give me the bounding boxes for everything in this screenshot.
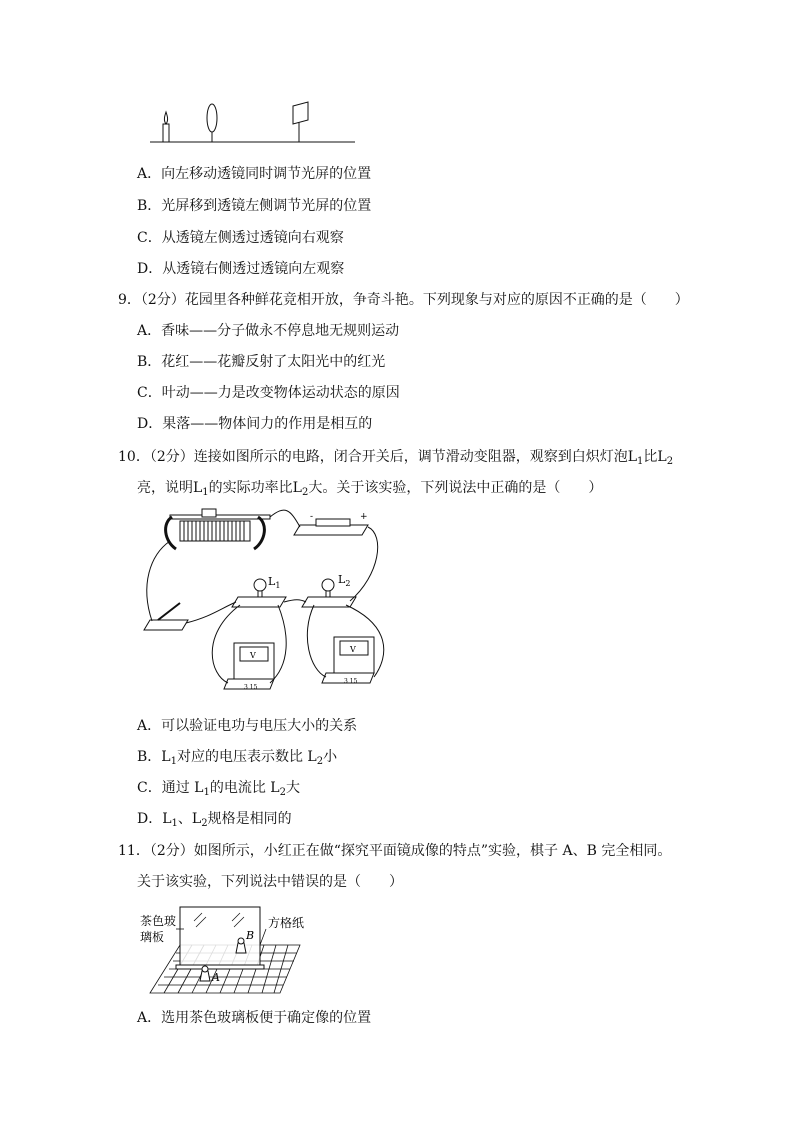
q8-option-b: B．光屏移到透镜左侧调节光屏的位置 (137, 198, 372, 214)
q10-circuit-figure (140, 505, 390, 700)
q10-option-b: B．$L_1$对应的电压表示数比 $L_2$小 (137, 749, 338, 767)
q9-option-a: A．香味——分子做永不停息地无规则运动 (137, 323, 400, 339)
battery-icon (294, 512, 368, 535)
q10-stem-line1: 10．（2分）连接如图所示的电路，闭合开关后，调节滑动变阻器，观察到白炽灯泡$L_1$比$L_2$ (118, 449, 674, 467)
q8-option-d: D．从透镜右侧透过透镜向左观察 (137, 261, 345, 277)
q8-optics-figure (150, 100, 370, 150)
battery-minus-label: - (310, 512, 314, 522)
q10-stem-line2: 亮，说明$L_1$的实际功率比$L_2$大。关于该实验，下列说法中正确的是（ ） (137, 480, 603, 498)
q9-stem: 9．（2分）花园里各种鲜花竞相开放，争奇斗艳。下列现象与对应的原因不正确的是（ ） (118, 292, 689, 308)
bulb-l1-icon (232, 575, 286, 607)
q9-option-c: C．叶动——力是改变物体运动状态的原因 (137, 385, 400, 401)
q10-option-d: D．$L_1$、$L_2$规格是相同的 (137, 811, 292, 829)
q9-option-b: B．花红——花瓣反射了太阳光中的红光 (137, 354, 386, 370)
battery-plus-label: + (360, 512, 368, 522)
q10-option-c: C．通过 $L_1$的电流比 $L_2$大 (137, 780, 300, 798)
voltmeter-1-label: V (250, 651, 256, 660)
q11-option-a: A．选用茶色玻璃板便于确定像的位置 (137, 1010, 372, 1026)
voltmeter-1-scale: 3 15 (244, 684, 258, 691)
glass-label-1: 茶色玻 (140, 914, 177, 928)
voltmeter-2-icon (322, 637, 374, 685)
convex-lens-icon (207, 104, 217, 142)
voltmeter-2-label: V (350, 645, 356, 654)
q8-option-a: A．向左移动透镜同时调节光屏的位置 (137, 166, 372, 182)
q11-stem-line2: 关于该实验，下列说法中错误的是（ ） (137, 874, 403, 890)
q9-option-d: D．果落——物体间力的作用是相互的 (137, 416, 373, 432)
q11-stem-line1: 11．（2分）如图所示，小红正在做“探究平面镜成像的特点”实验，棋子 A、B 完全相同。 (118, 843, 672, 859)
candle-icon (163, 112, 169, 142)
voltmeter-2-scale: 3 15 (344, 678, 358, 685)
bulb-l1-label: $L_1$ (268, 575, 281, 590)
light-screen-icon (293, 102, 308, 142)
q11-mirror-figure (140, 905, 320, 995)
glass-label-2: 璃板 (140, 930, 165, 944)
rheostat-icon (166, 509, 270, 549)
bulb-l2-label: $L_2$ (338, 573, 351, 588)
q8-option-c: C．从透镜左侧透过透镜向右观察 (137, 230, 344, 246)
q10-option-a: A．可以验证电功与电压大小的关系 (137, 718, 358, 734)
piece-a-label: A (212, 971, 220, 984)
piece-b-label: B (246, 929, 255, 942)
bulb-l2-icon (302, 573, 356, 607)
voltmeter-1-icon (224, 643, 274, 691)
grid-paper-label: 方格纸 (268, 916, 305, 930)
